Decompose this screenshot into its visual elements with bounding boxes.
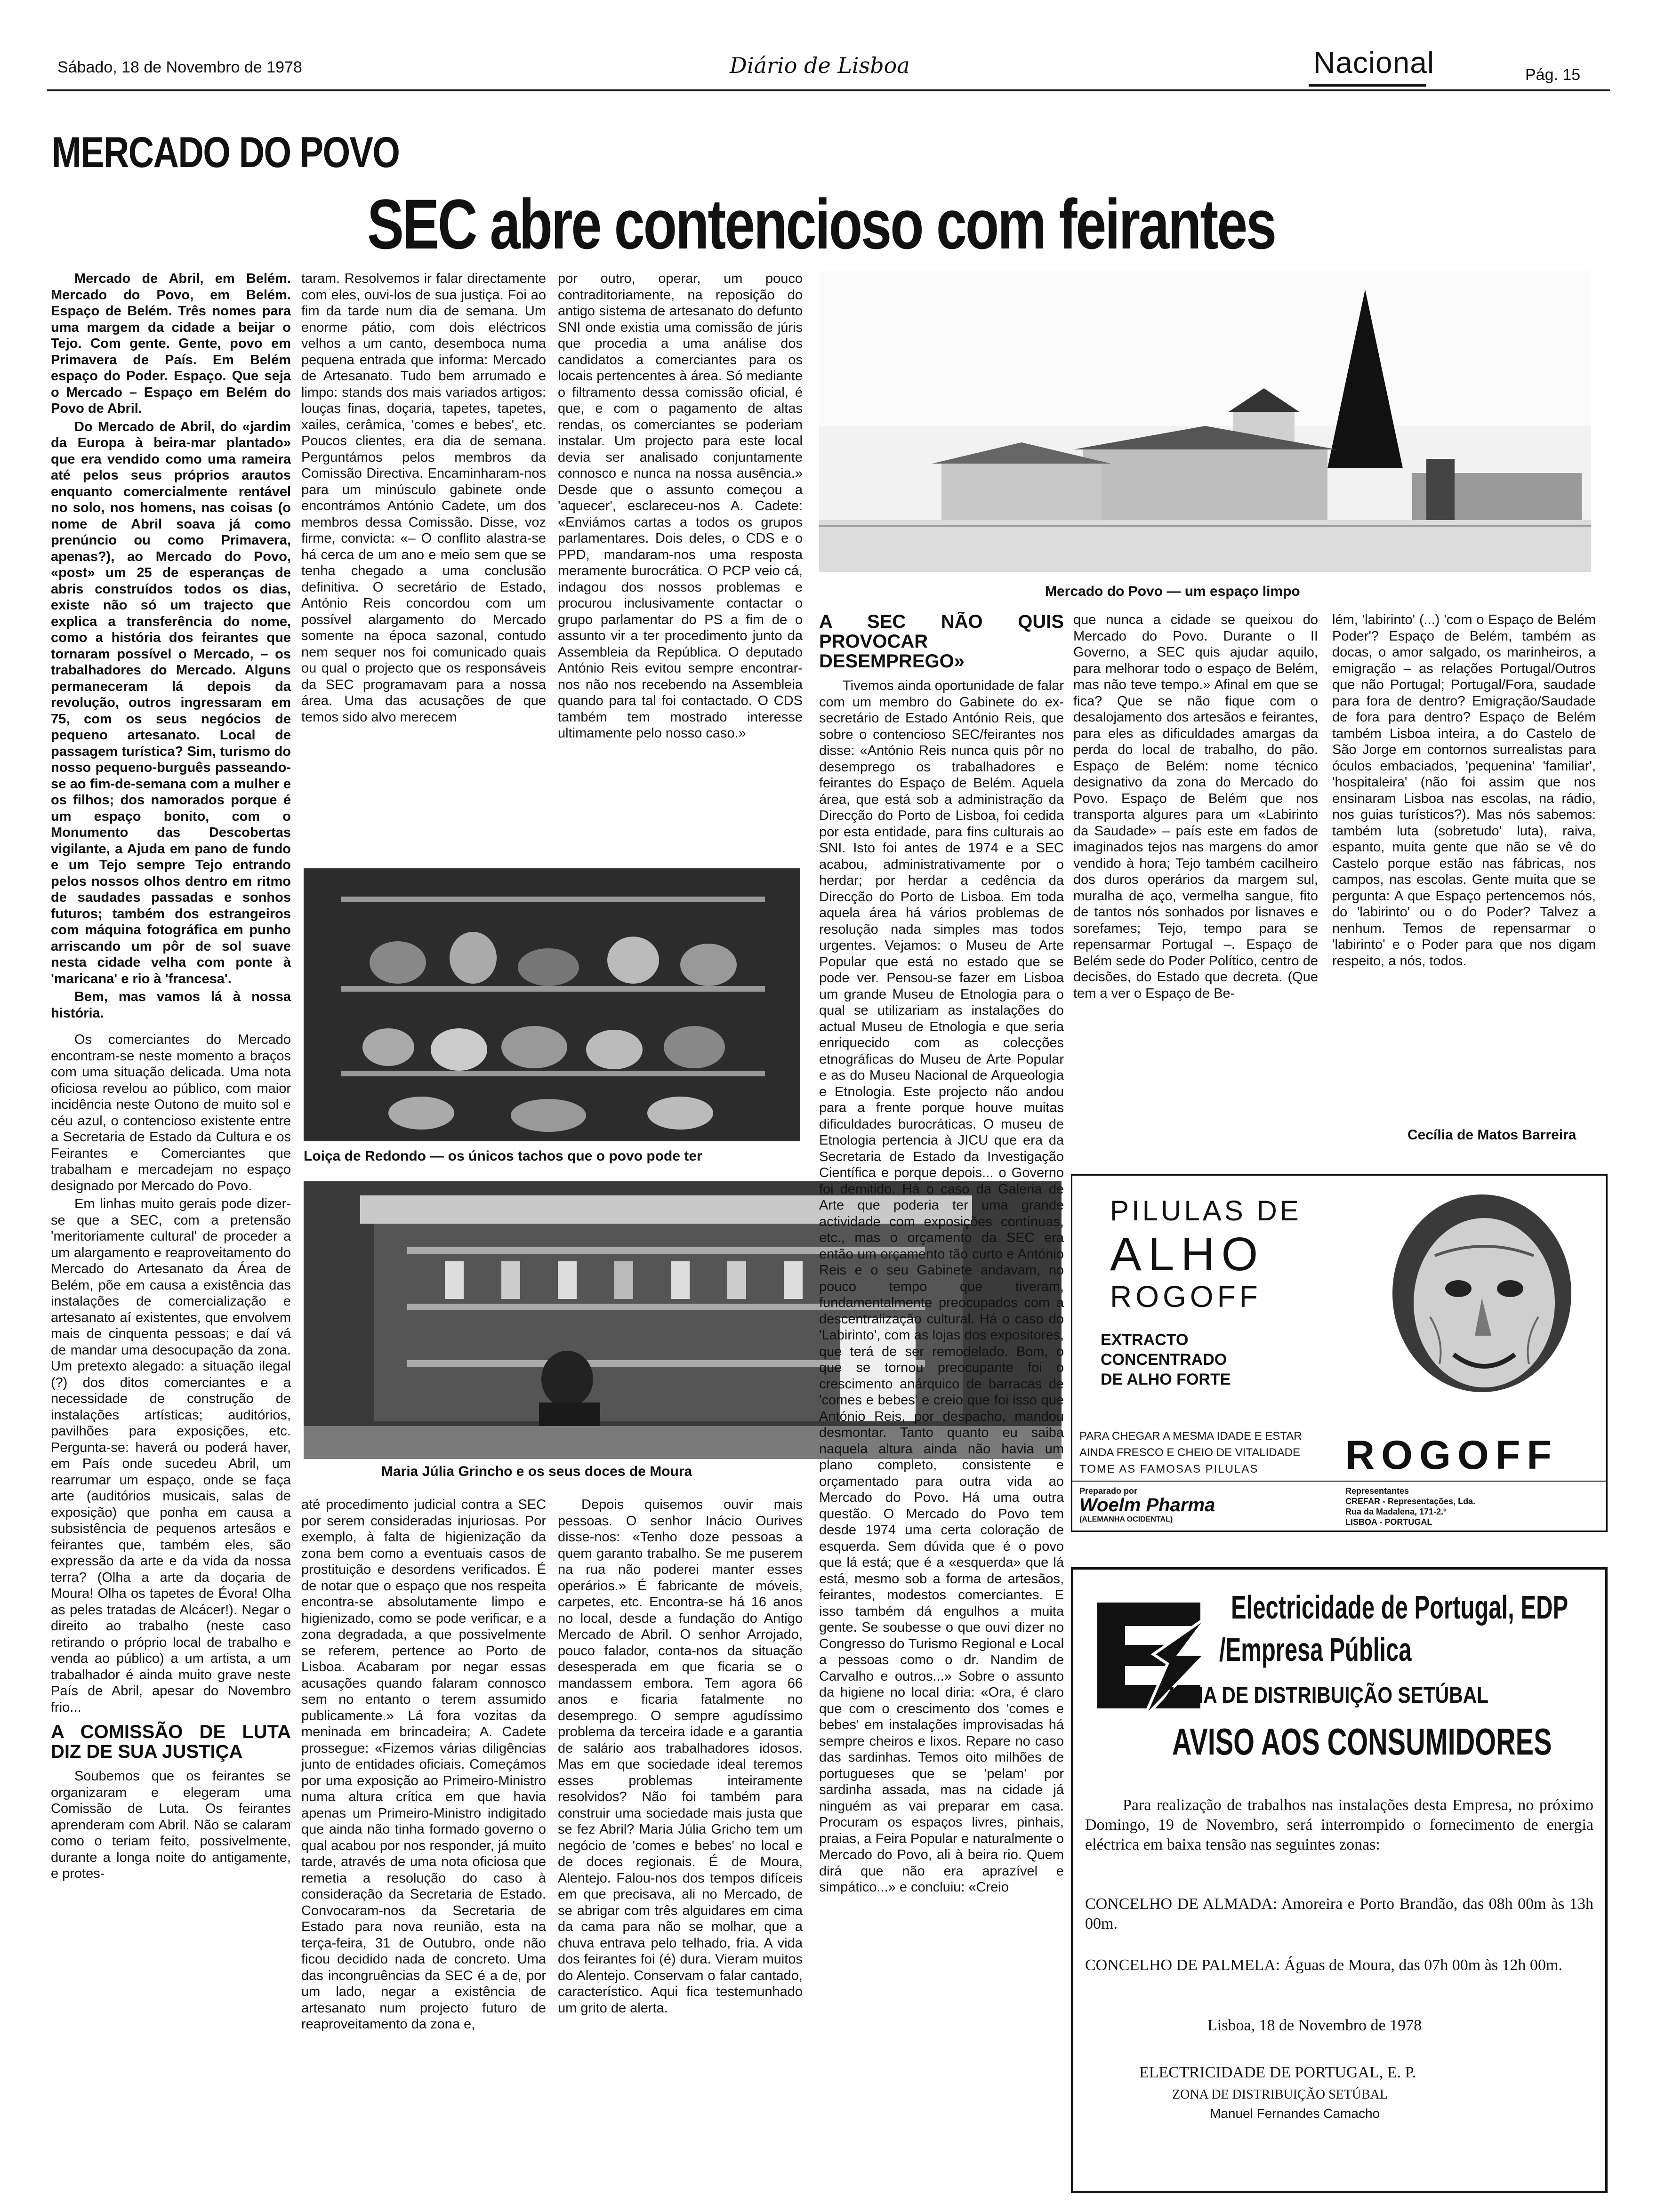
subheading-comissao: A COMISSÃO DE LUTA DIZ DE SUA JUSTIÇA bbox=[51, 1722, 291, 1762]
rogoff-maker-country: (ALEMANHA OCIDENTAL) bbox=[1079, 1515, 1173, 1523]
portrait-illustration bbox=[1350, 1185, 1604, 1420]
rogoff-line2: ALHO bbox=[1110, 1228, 1265, 1281]
body-paragraph: Em linhas muito gerais pode dizer-se que a SEC, com a pretensão 'meritoriamente cultural' de proceder a um alargamento e reaproveitamento do Mercado do Artesanato da Área de Belém, põe em causa a existência das instalações de comercialização e artesanato aí existentes, que envolvem mais de cinquenta pessoas; e daí vá de mandar uma desocupação da zona. Um pretexto alegado: a situação ilegal (?) dos ditos comerciantes e a necessidade de construção de instalações artísticas; auditórios, pavilhões para exposições, etc. Pergunta-se: haverá ou poderá haver, em País onde sucedeu Abril, um rearrumar um espaço, onde se faça arte (auditórios musicais, salas de exposição) que ponha em causa a subsistência de pequenos artesãos e feirantes que, também eles, são expressão da arte e da vida da nossa terra? (Olha a arte da doçaria de Moura! Olha os tapetes de Évora! Olha as peles tratadas de Alcácer!). Negar o direito ao trabalho (neste caso retirando o próprio local de trabalho e venda ao público) a um artista, a um trabalhador é ainda muito grave neste País de Abril, apesar do Novembro frio... bbox=[51, 1196, 291, 1715]
header-date: Sábado, 18 de Novembro de 1978 bbox=[57, 58, 302, 76]
rogoff-prepared-label: Preparado por bbox=[1079, 1486, 1138, 1496]
edp-sign-3: Manuel Fernandes Camacho bbox=[1210, 2106, 1380, 2121]
article-column-2b bbox=[301, 1497, 546, 2212]
edp-body: Para realização de trabalhos nas instalações desta Empresa, no próximo Domingo, 19 de Novembro, será interrompido o fornecimento de energia eléctrica em baixa tensão nas seguintes zonas: bbox=[1085, 1796, 1593, 1853]
body-text: Depois quisemos ouvir mais pessoas. O senhor Inácio Ourives disse-nos: «Tenho doze pessoas a quem garanto trabalho. Se me puserem na rua não poderei manter esses operários.» É fabricante de móveis, carpetes, etc. Encontra-se há 16 anos no local, desde a fundação do Antigo Mercado de Abril. O senhor Arrojado, pouco falador, conta-nos da situação desesperada em que ficaria se o mandassem embora. Tem agora 66 anos e ficaria fatalmente no desemprego. O sempre agudíssimo problema da terceira idade e a garantia de salário aos trabalhadores idosos. Mas em que sociedade ideal teremos esses problemas inteiramente resolvidos? Não foi também para construir uma sociedade mais justa que se fez Abril? Maria Júlia Gricho tem um negócio de 'comes e bebes' no local e de doces regionais. É de Moura, Alentejo. Falou-nos dos tempos difíceis em que precisava, ali no Mercado, de se abrigar com três alguidares em cima da cama para não se molhar, que a chuva entrava pelo telhado, fria. A vida dos feirantes foi (é) dura. Vieram muitos do Alentejo. Conservam o falar cantado, característico. Aqui fica testemunhado um grito de alerta. bbox=[558, 1497, 803, 2016]
edp-title-1: Electricidade de Portugal, EDP bbox=[1231, 1589, 1569, 1626]
body-text: que nunca a cidade se queixou do Mercado do Povo. Durante o II Governo, a SEC quis ajudar aquilo, para melhorar todo o espaço de Belém, mas não teve tempo.» Afinal em que se fica? Que se não fique com o desalojamento dos artesãos e feirantes, para eles as dificuldades amargas da perda do local de trabalho, do pão. Espaço de Belém: nome técnico designativo da zona do Mercado do Povo. Espaço de Belém que nos transporta algures para um «Labirinto da Saudade» – país este em fados de imaginados tejos nas margens do amor vendido à hora; Tejo também cacilheiro dos duros operários da margem sul, muralha de aço, vermelha sangue, fito de tantos nós sonhados por lisnaves e sorefames; Tejo, tempo para se repensarmar Portugal –. Espaço de Belém sede do Poder Político, centro de decisões, do Estado que decreta. (Que tem a ver o Espaço de Be- bbox=[1073, 612, 1318, 1001]
rogoff-rep2: Rua da Madalena, 171-2.º bbox=[1345, 1507, 1447, 1516]
article-column-6 bbox=[1332, 612, 1596, 1106]
photo-loica-redondo bbox=[304, 868, 800, 1141]
section-underline bbox=[1309, 84, 1426, 87]
body-text: até procedimento judicial contra a SEC por serem consideradas injuriosas. Por exemplo, à falta de higienização da zona bem como a eventuais casos de prostituição e desordens verificados. É de notar que o espaço que nos respeita encontra-se absolutamente limpo e higienizado, como se pode verificar, e a zona degradada, a que possivelmente se referem, pertence ao Porto de Lisboa. Acabaram por negar essas acusações quando falaram connosco sem no entanto o terem assumido publicamente.» Lá fora vozitas da meninada em brincadeira; A. Cadete prossegue: «Fizemos várias diligências junto de entidades oficiais. Começámos por uma exposição ao Primeiro-Ministro numa altura crítica em que havia apenas um Primeiro-Ministro indigitado que ainda não tinha formado governo o qual acabou por nos responder, já muito tarde, através de uma nota oficiosa que remetia a resolução do caso à consideração da Secretaria de Estado. Convocaram-nos da Secretaria de Estado para nova reunião, esta na terça-feira, 31 de Outubro, onde não ficou decidido nada de concreto. Uma das incongruências da SEC é a de, por um lado, negar a existência de artesanato num projecto futuro de reaproveitamento da zona e, bbox=[301, 1497, 546, 2032]
rogoff-slogan3: TOME AS FAMOSAS PILULAS bbox=[1079, 1463, 1259, 1475]
edp-sign-1: ELECTRICIDADE DE PORTUGAL, E. P. bbox=[1139, 2064, 1416, 2081]
pots-illustration bbox=[304, 868, 800, 1141]
subheading-sec: A SEC NÃO QUIS PROVOCAR DESEMPREGO» bbox=[819, 612, 1064, 672]
rogoff-extract1: EXTRACTO bbox=[1101, 1331, 1189, 1349]
section-title: Nacional bbox=[1313, 46, 1435, 80]
article-byline: Cecília de Matos Barreira bbox=[1408, 1127, 1577, 1143]
rogoff-divider bbox=[1072, 1481, 1606, 1482]
body-text: Tivemos ainda oportunidade de falar com um membro do Gabinete do ex-secretário de Estado António Reis, que sobre o contencioso SEC/feirantes nos disse: «António Reis nunca quis pôr no desemprego os trabalhadores e feirantes do Espaço de Belém. Aquela área, que está sob a administração da Direcção do Porto de Lisboa, foi cedida por esta entidade, para fins culturais ao SNI. Isto foi antes de 1974 e a SEC acabou, administrativamente por o herdar; por herdar a cedência da Direcção do Porto de Lisboa. Em toda aquela área há vários problemas de resolução nada simples mas todos urgentes. Vejamos: o Museu de Arte Popular que está no estado que se pode ver. Pensou-se fazer em Lisboa um grande Museu de Etnologia para o qual se utilizariam as instalações do actual Museu de Etnologia e que seria enriquecido com as colecções etnográficas do Museu de Arte Popular e as do Museu Nacional de Arqueologia e Etnologia. Este projecto não andou para a frente porque houve muitas dificuldades burocráticas. O museu de Etnologia pertencia à JICU que era da Secretaria de Estado da Investigação Científica e porque depois... o Governo foi demitido. Há o caso da Galeria de Arte que poderia ter uma grande actividade com exposições contínuas, etc., mas o orçamento da SEC era então um orçamento tão curto e António Reis e o seu Gabinete andavam, no pouco tempo que tiveram, fundamentalmente preocupados com a descentralização cultural. Há o caso do 'Labirinto', com as lojas dos expositores, que terá de ser remodelado. Bom, o que se tornou preocupante foi o crescimento anárquico de barracas de 'comes e bebes' e creio que foi isso que António Reis, por despacho, mandou desmontar. Tanto quanto eu saiba naquela altura ainda não havia um plano completo, consistente e orçamentado para outra vida ao Mercado do Povo. Há uma outra questão. O Mercado do Povo tem desde 1974 uma certa coloração de esquerda. Sem dúvida que é o povo que lá está; que é a «esquerda» que lá está, mesmo sob a forma de artesãos, feirantes, modestos comerciantes. E isso também dá engulhos a muita gente. Se soubesse o que ouvi dizer no Congresso do Turismo Regional e Local a pessoas como o dr. Nandim de Carvalho e outros...» Sobre o assunto da higiene no local diria: «Ora, é claro que com o crescimento dos 'comes e bebes' em instalações improvisadas há sempre cheiros e lixos. Repare no caso das sardinhas. Temos oito milhões de portugueses que se 'pelam' por sardinha assada, mas na cidade já ninguém as vai preparar em casa. Procuram os espaços livres, pinhais, praias, a Feira Popular e naturalmente o Mercado do Povo, ali à beira rio. Quem dirá que não era aprazível e simpático...» e concluiu: «Creio bbox=[819, 678, 1064, 1895]
rogoff-rep1: CREFAR - Representações, Lda. bbox=[1345, 1497, 1476, 1506]
caption-maria-julia: Maria Júlia Grincho e os seus doces de Moura bbox=[381, 1464, 692, 1479]
edp-title-2: /Empresa Pública bbox=[1219, 1631, 1412, 1668]
body-paragraph: Soubemos que os feirantes se organizaram e elegeram uma Comissão de Luta. Os feirantes aprenderam com Abril. Não se calaram como o teriam feito, possivelmente, durante a longa noite do antigamente, e protes- bbox=[51, 1769, 291, 1881]
ad-rogoff bbox=[1071, 1174, 1608, 1532]
old-man-portrait bbox=[1350, 1185, 1604, 1420]
rogoff-rep-label: Representantes bbox=[1345, 1486, 1409, 1496]
lead-paragraph: Mercado de Abril, em Belém. Mercado do Povo, em Belém. Espaço de Belém. Três nomes para uma margem da cidade a beijar o Tejo. Com gente. Gente, povo em Primavera de País. Em Belém espaço do Poder. Espaço. Que seja o Mercado – Espaço em Belém do Povo de Abril. bbox=[51, 271, 291, 416]
article-column-2 bbox=[301, 271, 546, 859]
rogoff-rep3: LISBOA - PORTUGAL bbox=[1345, 1517, 1432, 1527]
photo-mercado-do-povo bbox=[819, 271, 1591, 572]
article-column-1 bbox=[51, 271, 291, 2212]
ad-edp bbox=[1071, 1567, 1608, 2193]
market-illustration bbox=[819, 271, 1591, 572]
edp-notice: AVISO AOS CONSUMIDORES bbox=[1172, 1721, 1552, 1763]
rogoff-slogan2: AINDA FRESCO E CHEIO DE VITALIDADE bbox=[1079, 1446, 1300, 1459]
header-rule bbox=[47, 89, 1610, 91]
article-column-5 bbox=[1073, 612, 1318, 1139]
rogoff-extract2: CONCENTRADO bbox=[1101, 1351, 1227, 1369]
caption-loica: Loiça de Redondo — os únicos tachos que o povo pode ter bbox=[304, 1148, 702, 1164]
lead-paragraph-2: Do Mercado de Abril, do «jardim da Europa à beira-mar plantado» que era vendido como uma rameira até pelos seus próprios arautos enquanto comercialmente rentável no solo, nos homens, nas coisas (o nome de Abril soava já como prenúncio ou como Primavera, apenas?), ao Mercado do Povo, «post» um 25 de esperanças de abris construídos todos os dias, existe não só um trajecto que explica a transferência do nome, como a história dos feirantes que tornaram possível o Mercado, – os trabalhadores do Mercado. Alguns permaneceram lá depois da revolução, outros ingressaram em 75, com os seus negócios de pequeno artesanato. Local de passagem turística? Sim, turismo do nosso pequeno-burguês passeando-se ao fim-de-semana com a mulher e os filhos; dos namorados porque é um espaço bonito, com o Monumento das Descobertas vigilante, a Ajuda em pano de fundo e um Tejo sempre Tejo entrando pelos nossos olhos dentro em ritmo de saudades passadas e sonhos futuros; também dos estrangeiros com máquina fotográfica em punho arriscando um pôr de sol suave nesta cidade velha com ponte à 'maricana' e rio à 'francesa'. bbox=[51, 419, 291, 986]
rogoff-extract3: DE ALHO FORTE bbox=[1101, 1370, 1231, 1388]
rogoff-slogan1: PARA CHEGAR A MESMA IDADE E ESTAR bbox=[1079, 1430, 1302, 1443]
rogoff-maker: Woelm Pharma bbox=[1079, 1495, 1215, 1515]
body-text: lém, 'labirinto' (...) 'com o Espaço de Belém Poder'? Espaço de Belém, também as docas, o amor salgado, os marinheiros, a emigração – as relações Portugal/Outros que não Portugal; Portugal/Fora, saudade para fora de dentro? Emigração/Saudade de fora para dentro? Espaço de Belém também Lisboa inteira, a do Castelo de São Jorge em contornos surrealistas para óculos embaciados, 'pequenina' 'familiar', 'hospitaleira' (não foi assim que nos ensinaram Lisboa nas escolas, na rádio, nos guias turísticos?). Mas nós sabemos: também luta (sobretudo' luta), raiva, espanto, muita gente que não se vê do Castelo porque estão nas fábricas, nos campos, nas escolas. Gente muita que se pergunta: A que Espaço pertencemos nós, do 'labirinto' ou o do Poder? Talvez a nenhum. Temos de repensarmar o 'labirinto' e o Poder para que nos digam respeito, a nós, todos. bbox=[1332, 612, 1596, 969]
body-text: por outro, operar, um pouco contraditoriamente, na reposição do antigo sistema de artesanato do defunto SNI onde existia uma comissão de júris que procedia a uma análise dos candidatos a comerciantes para os locais pertencentes à área. Só mediante o filtramento dessa comissão oficial, é que, e com o pagamento de altas rendas, os comerciantes se poderiam instalar. Um projecto para este local devia ser analisado conjuntamente connosco e nunca na nossa ausência.» Desde que o assunto começou a 'aquecer', esclareceu-nos A. Cadete: «Enviámos cartas a todos os grupos parlamentares. Dois deles, o CDS e o PPD, mandaram-nos uma resposta meramente burocrática. O PCP veio cá, indagou dos nossos problemas e procurou inclusivamente contactar o grupo parlamentar do PS a fim de o assunto vir a ter procedimento junto da Assembleia da República. O deputado António Reis evitou sempre encontrar-nos não nos recebendo na Assembleia quando para tal foi contactado. O CDS também tem mostrado interesse ultimamente pelo nosso caso.» bbox=[558, 271, 803, 741]
edp-sign-2: ZONA DE DISTRIBUIÇÃO SETÚBAL bbox=[1172, 2087, 1388, 2102]
body-text: taram. Resolvemos ir falar directamente com eles, ouvi-los de sua justiça. Foi ao fim da tarde num dia de semana. Um enorme pátio, com dois eléctricos velhos a um canto, desemboca numa pequena entrada que informa: Mercado de Artesanato. Tudo bem arrumado e limpo: stands dos mais variados artigos: louças finas, doçaria, tapetes, tapetes, xailes, cerâmica, 'comes e bebes', etc. Poucos clientes, era dia de semana. Perguntámos pelos membros da Comissão Directiva. Encaminharam-nos para um minúsculo gabinete onde encontrámos António Cadete, um dos membros dessa Comissão. Disse, voz firme, convicta: «– O conflito alastra-se há cerca de um ano e meio sem que se tenha chegado a uma conclusão definitiva. O secretário de Estado, António Reis concordou com um possível alargamento do Mercado somente na época sazonal, contudo nem sequer nos foi comunicado quais ou qual o projecto que os responsáveis da SEC programavam para a nossa área. Uma das acusações de que temos sido alvo merecem bbox=[301, 271, 546, 725]
article-kicker: MERCADO DO POVO bbox=[52, 128, 400, 176]
lead-paragraph-3: Bem, mas vamos lá à nossa história. bbox=[51, 989, 291, 1021]
article-column-3b bbox=[558, 1497, 803, 2212]
article-headline: SEC abre contencioso com feirantes bbox=[367, 184, 1276, 264]
page-number: Pág. 15 bbox=[1525, 66, 1581, 84]
article-column-4 bbox=[819, 612, 1064, 2212]
edp-almada: CONCELHO DE ALMADA: Amoreira e Porto Brandão, das 08h 00m às 13h 00m. bbox=[1085, 1895, 1593, 1932]
rogoff-brand: ROGOFF bbox=[1345, 1433, 1558, 1478]
article-column-3 bbox=[558, 271, 803, 859]
body-paragraph: Os comerciantes do Mercado encontram-se neste momento a braços com uma situação delicada. Uma nota oficiosa revelou ao público, com maior incidência neste Outono de muito sol e céu azul, o contencioso existente entre a Secretaria de Estado da Cultura e os Feirantes e Comerciantes que trabalham e mercadejam no espaço designado por Mercado do Povo. bbox=[51, 1032, 291, 1194]
edp-zone: ZONA DE DISTRIBUIÇÃO SETÚBAL bbox=[1163, 1683, 1489, 1708]
edp-date: Lisboa, 18 de Novembro de 1978 bbox=[1207, 2017, 1422, 2034]
rogoff-line3: ROGOFF bbox=[1110, 1280, 1262, 1314]
edp-palmela: CONCELHO DE PALMELA: Águas de Moura, das 07h 00m às 12h 00m. bbox=[1085, 1956, 1562, 1974]
masthead: Diário de Lisboa bbox=[730, 53, 910, 78]
rogoff-line1: PILULAS DE bbox=[1110, 1195, 1302, 1226]
caption-mercado: Mercado do Povo — um espaço limpo bbox=[1045, 584, 1300, 599]
